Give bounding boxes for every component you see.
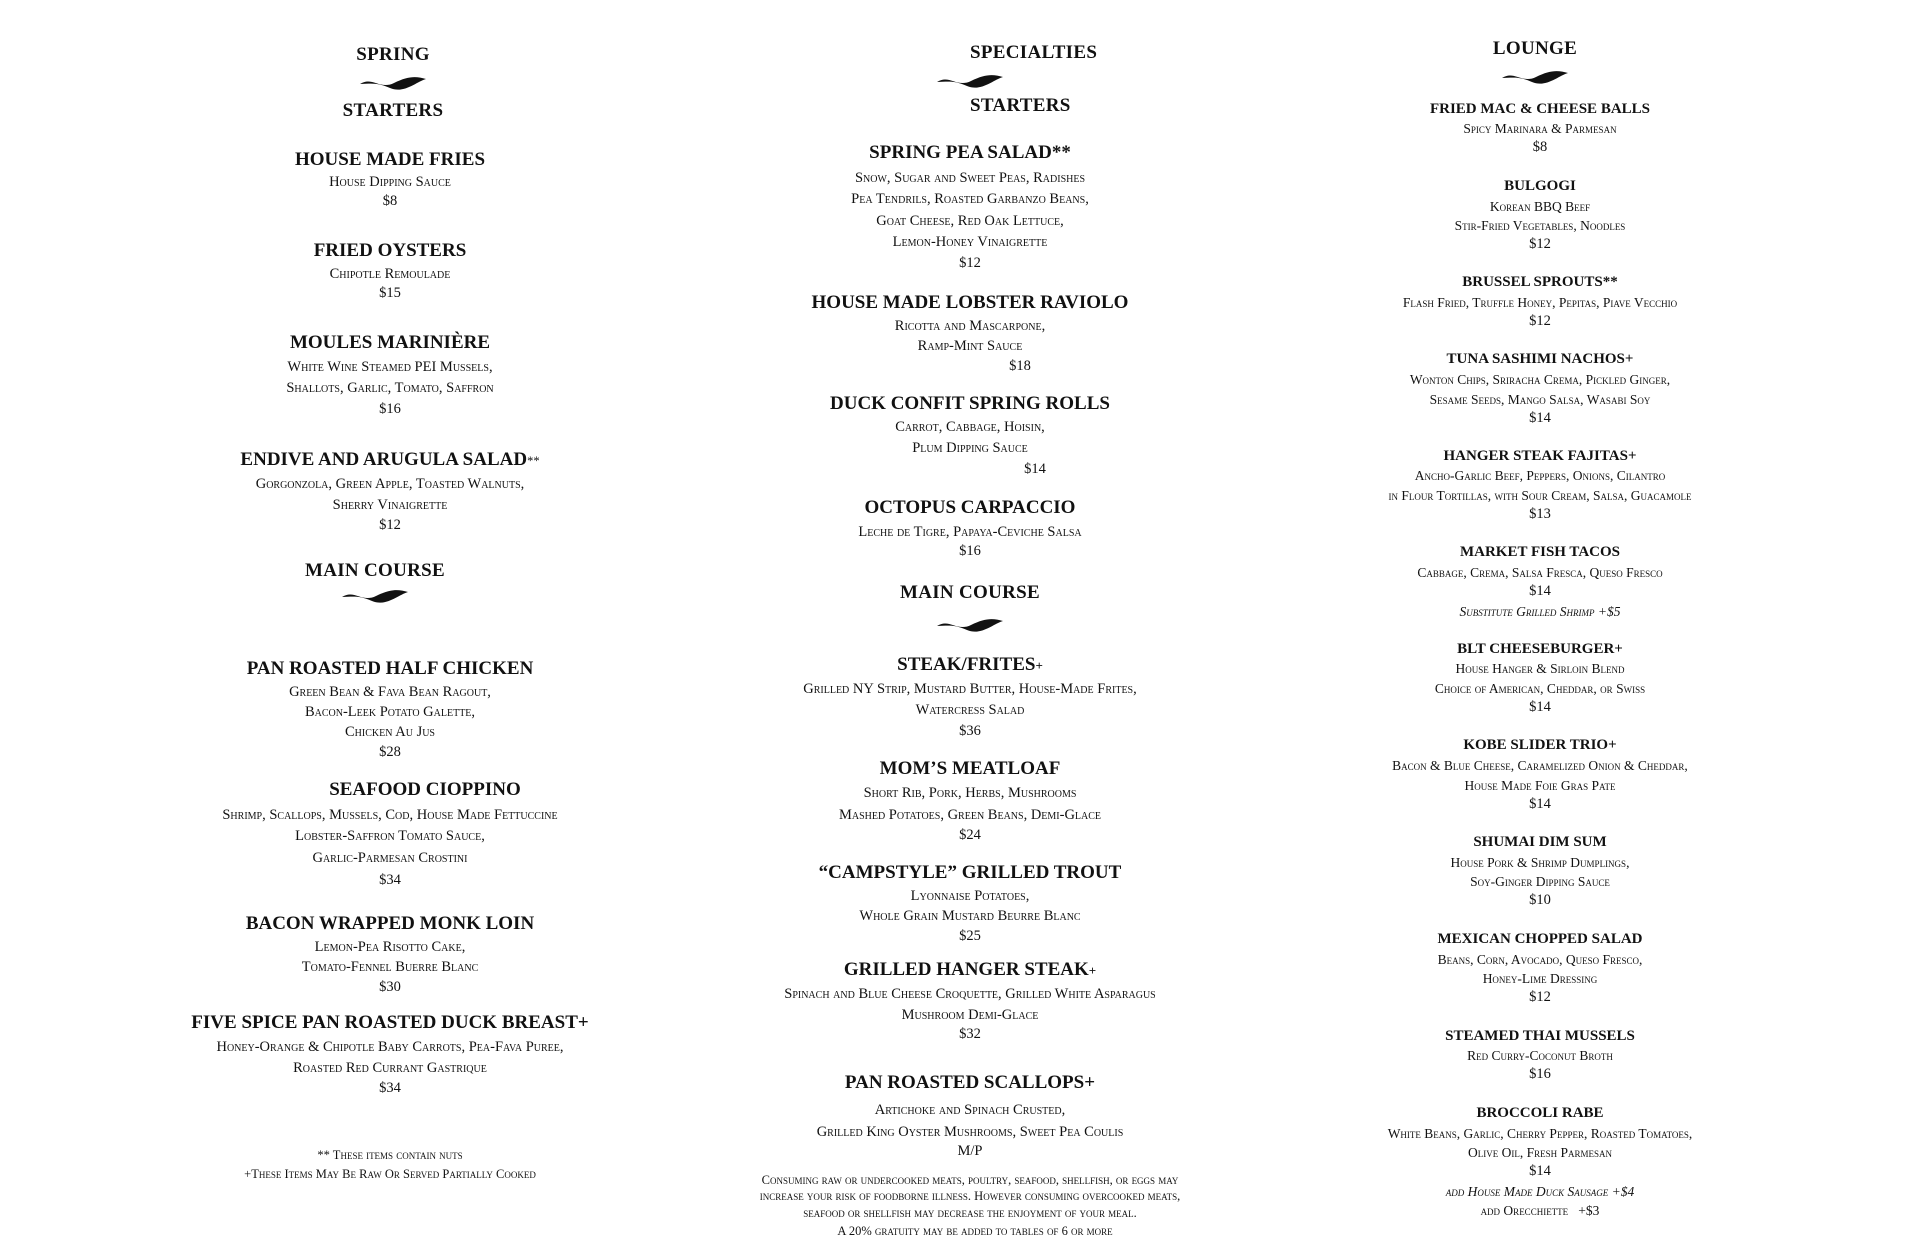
lounge-header: LOUNGE — [1492, 38, 1578, 59]
menu-item-name: STEAMED THAI MUSSELS — [1445, 1028, 1635, 1044]
menu-item-desc: Bacon & Blue Cheese, Caramelized Onion & Cheddar, — [1392, 758, 1688, 773]
menu-item-price: $24 — [959, 827, 981, 843]
menu-item-desc: Ramp-Mint Sauce — [917, 338, 1023, 354]
menu-item-desc: Spicy Marinara & Parmesan — [1463, 121, 1617, 136]
menu-item-desc: Roasted Red Currant Gastrique — [293, 1060, 487, 1076]
menu-item-desc: Red Curry-Coconut Broth — [1467, 1048, 1613, 1063]
spring-header: SPRING — [356, 44, 430, 65]
menu-item-price: $10 — [1529, 892, 1551, 908]
menu-item-desc: Goat Cheese, Red Oak Lettuce, — [876, 213, 1064, 229]
menu-item-price: $28 — [379, 744, 401, 760]
disclaimer-line: increase your risk of foodborne illness. However consuming overcooked meats, — [759, 1189, 1181, 1203]
menu-item-name: FRIED MAC & CHEESE BALLS — [1429, 101, 1651, 117]
menu-item-desc: Soy-Ginger Dipping Sauce — [1470, 874, 1610, 889]
menu-item-price: $15 — [379, 285, 401, 301]
menu-item-price: $13 — [1529, 506, 1551, 522]
menu-item-addon: add Orecchiette +$3 — [1480, 1203, 1600, 1218]
menu-item-name: MARKET FISH TACOS — [1459, 544, 1621, 560]
menu-item-price: $14 — [1529, 699, 1551, 715]
menu-item-price: $14 — [1529, 796, 1551, 812]
menu-item-desc: Chipotle Remoulade — [329, 266, 451, 282]
menu-item-price: $8 — [1532, 139, 1548, 155]
menu-item-desc: in Flour Tortillas, with Sour Cream, Salsa, Guacamole — [1388, 488, 1692, 503]
menu-item-price: $12 — [959, 255, 981, 271]
menu-item-name: PAN ROASTED HALF CHICKEN — [246, 658, 534, 679]
menu-item-name: BRUSSEL SPROUTS** — [1462, 274, 1618, 290]
menu-item-price: $18 — [1009, 358, 1031, 374]
menu-item-price: $16 — [959, 543, 981, 559]
menu-item-price: $16 — [379, 401, 401, 417]
menu-item-desc: Flash Fried, Truffle Honey, Pepitas, Piave Vecchio — [1402, 295, 1678, 310]
menu-item-price: $30 — [379, 979, 401, 995]
menu-item-desc: Grilled NY Strip, Mustard Butter, House-Made Frites, — [803, 681, 1137, 697]
nut-marker: ** — [527, 454, 540, 468]
menu-item-name: MOULES MARINIÈRE — [289, 332, 491, 353]
spring-main-label: MAIN COURSE — [304, 560, 445, 581]
spring-starters-label: STARTERS — [342, 100, 444, 121]
menu-item-desc: Spinach and Blue Cheese Croquette, Grilled White Asparagus — [784, 986, 1156, 1002]
menu-item-name: TUNA SASHIMI NACHOS+ — [1446, 351, 1634, 367]
menu-item-addon: Substitute Grilled Shrimp +$5 — [1459, 604, 1621, 619]
menu-item-name: HANGER STEAK FAJITAS+ — [1443, 448, 1637, 464]
menu-item-price: $34 — [379, 872, 401, 888]
menu-item-price: $32 — [959, 1026, 981, 1042]
menu-item-name: GRILLED HANGER STEAK+ — [843, 959, 1097, 980]
menu-item-name: OCTOPUS CARPACCIO — [864, 497, 1076, 518]
specialties-column — [759, 0, 1181, 1243]
menu-item-desc: Artichoke and Spinach Crusted, — [874, 1102, 1066, 1118]
menu-item-desc: Ricotta and Mascarpone, — [894, 318, 1046, 334]
menu-item-desc: Green Bean & Fava Bean Ragout, — [289, 684, 491, 700]
menu-item-desc: Mashed Potatoes, Green Beans, Demi-Glace — [838, 807, 1102, 823]
menu-item-desc: White Wine Steamed PEI Mussels, — [287, 359, 493, 375]
menu-item-name: BLT CHEESEBURGER+ — [1457, 641, 1623, 657]
menu-item-desc: House Hanger & Sirloin Blend — [1455, 661, 1625, 676]
menu-item-desc: Gorgonzola, Green Apple, Toasted Walnuts, — [255, 476, 525, 492]
menu-item-name: STEAK/FRITES+ — [897, 654, 1043, 675]
menu-item-price: $12 — [1529, 313, 1551, 329]
menu-item-name: SEAFOOD CIOPPINO — [329, 779, 521, 800]
menu-item-price: $36 — [959, 723, 981, 739]
menu-item-desc: Lobster-Saffron Tomato Sauce, — [295, 828, 485, 844]
menu-item-desc: Sesame Seeds, Mango Salsa, Wasabi Soy — [1429, 392, 1651, 407]
menu-item-desc: Plum Dipping Sauce — [912, 440, 1028, 456]
menu-item-desc: Sherry Vinaigrette — [332, 497, 448, 513]
menu-item-name: FRIED OYSTERS — [313, 240, 467, 261]
menu-item-desc: Shrimp, Scallops, Mussels, Cod, House Made Fettuccine — [222, 807, 558, 823]
lounge-column — [1160, 0, 1920, 1243]
menu-item-desc: Korean BBQ Beef — [1489, 199, 1591, 214]
specialties-header: SPECIALTIES — [970, 42, 1098, 63]
menu-item-name: FIVE SPICE PAN ROASTED DUCK BREAST+ — [191, 1012, 589, 1033]
menu-item-desc: White Beans, Garlic, Cherry Pepper, Roasted Tomatoes, — [1387, 1126, 1693, 1141]
disclaimer-line: Consuming raw or undercooked meats, poultry, seafood, shellfish, or eggs may — [761, 1173, 1179, 1187]
menu-item-desc: House Made Foie Gras Pate — [1464, 778, 1616, 793]
raw-marker: + — [1035, 658, 1043, 673]
menu-item-desc: Olive Oil, Fresh Parmesan — [1467, 1145, 1612, 1160]
menu-item-price: $16 — [1529, 1066, 1551, 1082]
swash-ornament — [1150, 66, 1920, 86]
menu-item-desc: House Pork & Shrimp Dumplings, — [1450, 855, 1630, 870]
menu-item-desc: Bacon-Leek Potato Galette, — [304, 704, 476, 720]
menu-item-name: BULGOGI — [1504, 178, 1576, 194]
menu-item-desc: Whole Grain Mustard Beurre Blanc — [859, 908, 1081, 924]
menu-item-name: MOM’S MEATLOAF — [879, 758, 1061, 779]
menu-item-name: DUCK CONFIT SPRING ROLLS — [830, 393, 1110, 414]
menu-item-desc: Pea Tendrils, Roasted Garbanzo Beans, — [851, 191, 1089, 207]
menu-item-desc: Lemon-Honey Vinaigrette — [892, 234, 1048, 250]
menu-item-name: BROCCOLI RABE — [1476, 1105, 1604, 1121]
footnote-raw: +These Items May Be Raw Or Served Partially Cooked — [244, 1167, 536, 1181]
menu-item-name: SPRING PEA SALAD** — [869, 142, 1071, 163]
gratuity-note: A 20% gratuity may be added to tables of 6 or more — [837, 1224, 1113, 1238]
menu-item-price: $14 — [1529, 410, 1551, 426]
menu-item-name: “CAMPSTYLE” GRILLED TROUT — [818, 862, 1122, 883]
menu-item-desc: Snow, Sugar and Sweet Peas, Radishes — [854, 170, 1086, 186]
menu-item-name: BACON WRAPPED MONK LOIN — [245, 913, 535, 934]
menu-item-desc: Beans, Corn, Avocado, Queso Fresco, — [1437, 952, 1643, 967]
menu-item-desc: Mushroom Demi-Glace — [901, 1007, 1039, 1023]
menu-item-price: $14 — [1529, 1163, 1551, 1179]
menu-item-price: $14 — [1529, 583, 1551, 599]
menu-item-desc: Garlic-Parmesan Crostini — [312, 850, 468, 866]
menu-item-desc: Lyonnaise Potatoes, — [910, 888, 1030, 904]
menu-item-price: $12 — [379, 517, 401, 533]
menu-item-price: $12 — [1529, 236, 1551, 252]
menu-item-name: KOBE SLIDER TRIO+ — [1463, 737, 1617, 753]
menu-item-addon: add House Made Duck Sausage +$4 — [1445, 1184, 1635, 1199]
menu-item-desc: Carrot, Cabbage, Hoisin, — [895, 419, 1045, 435]
menu-item-name: SHUMAI DIM SUM — [1473, 834, 1607, 850]
menu-item-price: $34 — [379, 1080, 401, 1096]
raw-marker: + — [1088, 963, 1097, 978]
menu-item-desc: Ancho-Garlic Beef, Peppers, Onions, Cilantro — [1414, 468, 1666, 483]
menu-item-name: HOUSE MADE FRIES — [294, 149, 486, 170]
menu-item-desc: Cabbage, Crema, Salsa Fresca, Queso Fresco — [1417, 565, 1663, 580]
menu-item-name: ENDIVE AND ARUGULA SALAD** — [240, 449, 540, 470]
menu-item-price: $12 — [1529, 989, 1551, 1005]
menu-item-desc: Lemon-Pea Risotto Cake, — [314, 939, 466, 955]
menu-item-name: PAN ROASTED SCALLOPS+ — [844, 1072, 1096, 1093]
specialties-starters-label: STARTERS — [970, 95, 1071, 116]
menu-item-desc: Honey-Orange & Chipotle Baby Carrots, Pea-Fava Puree, — [216, 1039, 564, 1055]
menu-item-desc: Wonton Chips, Sriracha Crema, Pickled Ginger, — [1409, 372, 1671, 387]
menu-item-desc: Chicken Au Jus — [344, 724, 435, 740]
menu-item-price: $8 — [382, 193, 398, 209]
menu-item-desc: Choice of American, Cheddar, or Swiss — [1434, 681, 1646, 696]
menu-item-price: $14 — [1024, 461, 1046, 477]
menu-item-desc: Honey-Lime Dressing — [1482, 971, 1598, 986]
menu-item-desc: Shallots, Garlic, Tomato, Saffron — [286, 380, 494, 396]
menu-item-desc: House Dipping Sauce — [329, 174, 451, 190]
specialties-main-label: MAIN COURSE — [899, 582, 1040, 603]
footnote-nuts: ** These items contain nuts — [317, 1148, 463, 1162]
menu-item-desc: Watercress Salad — [915, 702, 1025, 718]
menu-item-desc: Leche de Tigre, Papaya-Ceviche Salsa — [858, 524, 1082, 540]
menu-item-name: HOUSE MADE LOBSTER RAVIOLO — [811, 292, 1129, 313]
menu-item-desc: Tomato-Fennel Buerre Blanc — [301, 959, 479, 975]
disclaimer-line: seafood or shellfish may decrease the enjoyment of your meal. — [803, 1206, 1137, 1220]
menu-item-price: M/P — [957, 1143, 983, 1159]
menu-item-price: $25 — [959, 928, 981, 944]
menu-item-desc: Grilled King Oyster Mushrooms, Sweet Pea Coulis — [816, 1124, 1124, 1140]
menu-item-desc: Stir-Fried Vegetables, Noodles — [1454, 218, 1626, 233]
menu-item-name: MEXICAN CHOPPED SALAD — [1437, 931, 1643, 947]
menu-item-desc: Short Rib, Pork, Herbs, Mushrooms — [863, 785, 1077, 801]
